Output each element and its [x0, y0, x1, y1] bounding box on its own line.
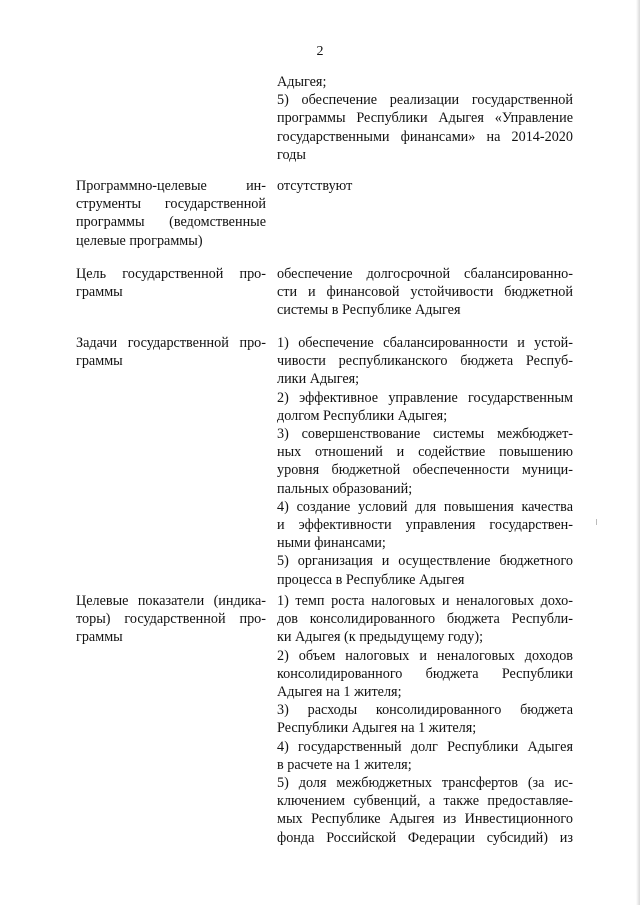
text-line: процесса в Республике Адыгея: [277, 571, 465, 588]
label-line: программы (ведомственные: [76, 214, 266, 231]
continuation-text: [277, 73, 573, 164]
text-line: ными финансами;: [277, 535, 386, 552]
text-line: системы в Республике Адыгея: [277, 302, 461, 319]
label-line: целевые программы): [76, 232, 203, 249]
section-label-program-goal: [76, 265, 266, 301]
text-line: 2) эффективное управление государственным: [277, 389, 573, 406]
section-label-target-indicators: [76, 592, 266, 647]
section-content-target-indicators: [277, 592, 573, 847]
text-line: 3) совершенствование системы межбюджет-: [277, 426, 573, 443]
text-line: государственными финансами» на 2014-2020: [277, 128, 573, 145]
text-line: и эффективности управления государствен-: [277, 517, 573, 534]
text-line: в расчете на 1 жителя;: [277, 756, 412, 773]
page-number: 2: [316, 44, 324, 59]
section-label-program-tasks: [76, 334, 266, 370]
text-line: Адыгея;: [277, 74, 327, 90]
label-line: струменты государственной: [76, 196, 266, 213]
text-line: лики Адыгея;: [277, 371, 360, 388]
text-line: пальных образований;: [277, 480, 413, 497]
text-line: 4) государственный долг Республики Адыгея: [277, 738, 573, 755]
label-line: граммы: [76, 284, 123, 301]
label-line: торы) государственной про-: [76, 611, 266, 628]
page-edge-shadow: [636, 0, 640, 905]
text-line: 2) объем налоговых и неналоговых доходов: [277, 647, 573, 664]
section-content-program-instruments: [277, 177, 573, 195]
scan-artifact: [596, 519, 597, 525]
text-line: чивости республиканского бюджета Респуб-: [277, 353, 573, 370]
text-line: обеспечение долгосрочной сбалансированно-: [277, 266, 573, 282]
text-line: фонда Российской Федерации субсидий) из: [277, 829, 573, 846]
label-line: Цель государственной про-: [76, 266, 266, 282]
label-line: Программно-целевые ин-: [76, 178, 266, 194]
text-line: ки Адыгея (к предыдущему году);: [277, 629, 484, 646]
text-line: долгом Республики Адыгея;: [277, 407, 448, 424]
text-line: годы: [277, 146, 306, 163]
text-line: дов консолидированного бюджета Республи-: [277, 611, 573, 628]
text-line: Республики Адыгея на 1 жителя;: [277, 720, 477, 737]
text-line: 5) обеспечение реализации государственной: [277, 92, 573, 109]
text-line: ных отношений и содействие повышению: [277, 444, 573, 461]
label-line: граммы: [76, 629, 123, 646]
text-line: ключением субвенций, а также предоставляе-: [277, 793, 573, 810]
text-line: 4) создание условий для повышения качества: [277, 498, 573, 515]
text-line: сти и финансовой устойчивости бюджетной: [277, 284, 573, 301]
text-line: 5) организация и осуществление бюджетного: [277, 553, 573, 570]
text-line: 3) расходы консолидированного бюджета: [277, 702, 573, 719]
label-line: Задачи государственной про-: [76, 335, 266, 351]
label-line: Целевые показатели (индика-: [76, 593, 266, 609]
text-line: 5) доля межбюджетных трансфертов (за ис-: [277, 775, 573, 792]
text-line: 1) темп роста налоговых и неналоговых дохо-: [277, 593, 573, 609]
text-line: 1) обеспечение сбалансированности и устой-: [277, 335, 573, 351]
text-line: Адыгея на 1 жителя;: [277, 684, 402, 701]
label-line: граммы: [76, 353, 123, 370]
section-content-program-goal: [277, 265, 573, 320]
text-line: отсутствуют: [277, 178, 353, 194]
section-label-program-instruments: [76, 177, 266, 250]
text-line: уровня бюджетной обеспеченности муници-: [277, 462, 573, 479]
section-content-program-tasks: [277, 334, 573, 589]
text-line: мых Республике Адыгея из Инвестиционного: [277, 811, 573, 828]
text-line: программы Республики Адыгея «Управление: [277, 110, 573, 127]
text-line: консолидированного бюджета Республики: [277, 665, 573, 682]
